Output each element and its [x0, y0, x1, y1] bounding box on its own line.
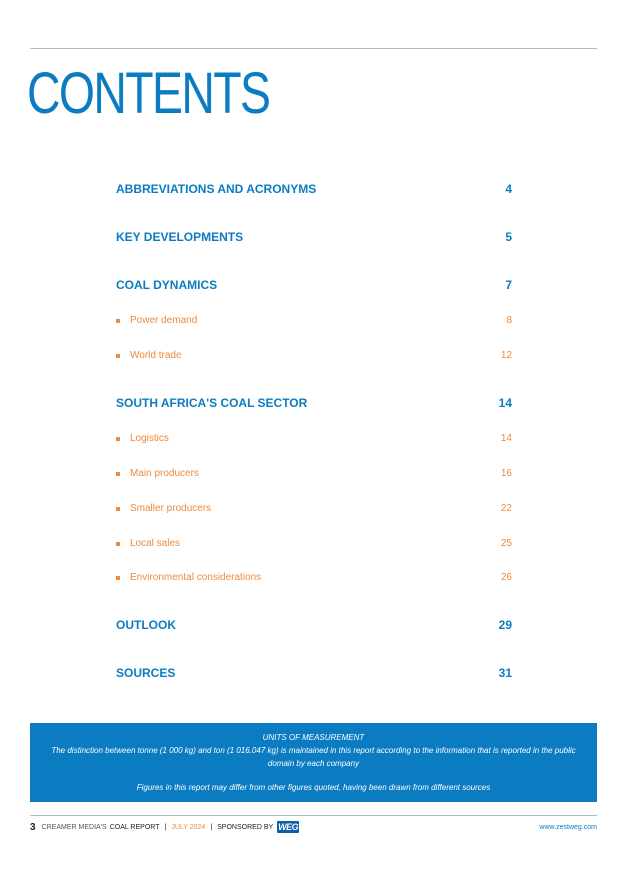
footer-sponsored-by: SPONSORED BY: [217, 823, 274, 831]
toc-section[interactable]: [116, 278, 512, 292]
page-footer: [30, 820, 597, 834]
weg-logo-icon: WEG: [278, 822, 299, 832]
toc-page-number: 25: [500, 538, 512, 549]
toc-page-number: 5: [505, 230, 512, 244]
toc-subsection[interactable]: [116, 350, 512, 361]
toc-section-label: ABBREVIATIONS AND ACRONYMS: [116, 182, 317, 196]
toc-section[interactable]: [116, 396, 512, 410]
footer-separator: |: [164, 823, 167, 831]
footer-date: JULY 2024: [171, 823, 206, 831]
toc-section-label: OUTLOOK: [116, 618, 176, 632]
toc-page-number: 14: [500, 433, 512, 444]
bullet-icon: [116, 576, 120, 580]
toc-page-number: 7: [505, 278, 512, 292]
bullet-icon: [116, 472, 120, 476]
toc-subsection-label: Logistics: [130, 433, 169, 444]
toc-page-number: 4: [505, 182, 512, 196]
bullet-icon: [116, 507, 120, 511]
toc-subsection-label: World trade: [130, 350, 182, 361]
units-text: The distinction between tonne (1 000 kg) and ton (1 016.047 kg) is maintained in this report according to the information that is reported in the public domain by each company: [51, 746, 576, 768]
toc-subsection[interactable]: [116, 315, 512, 326]
toc-page-number: 31: [498, 666, 512, 680]
toc-page-number: 29: [498, 618, 512, 632]
toc-subsection-label: Main producers: [130, 468, 199, 479]
footer-url-link[interactable]: www.zestweg.com: [539, 823, 597, 831]
footer-report-name: COAL REPORT: [109, 823, 160, 831]
toc-page-number: 16: [500, 468, 512, 479]
toc-section[interactable]: [116, 230, 512, 244]
toc-page-number: 14: [498, 396, 512, 410]
toc-subsection[interactable]: [116, 433, 512, 444]
toc-page-number: 12: [500, 350, 512, 361]
units-note: Figures in this report may differ from other figures quoted, having been drawn from different sources: [136, 783, 491, 792]
toc-subsection-label: Environmental considerations: [130, 572, 262, 583]
footer-divider: [30, 815, 597, 816]
toc-subsection[interactable]: [116, 538, 512, 549]
bullet-icon: [116, 437, 120, 441]
footer-publisher: CREAMER MEDIA'S: [41, 823, 107, 831]
toc-subsection-label: Smaller producers: [130, 503, 212, 514]
units-of-measurement-box: [30, 723, 597, 802]
bullet-icon: [116, 319, 120, 323]
footer-separator: |: [210, 823, 213, 831]
bullet-icon: [116, 542, 120, 546]
toc-section-label: SOURCES: [116, 666, 176, 680]
toc-page-number: 8: [506, 315, 512, 326]
toc-section-label: KEY DEVELOPMENTS: [116, 230, 244, 244]
toc-section[interactable]: [116, 666, 512, 680]
top-divider: [30, 48, 597, 49]
page-title: CONTENTS: [27, 61, 270, 126]
toc-subsection-label: Power demand: [130, 315, 198, 326]
bullet-icon: [116, 354, 120, 358]
toc-subsection-label: Local sales: [130, 538, 181, 549]
toc-section[interactable]: [116, 618, 512, 632]
footer-page-number: 3: [30, 821, 36, 833]
toc-subsection[interactable]: [116, 503, 512, 514]
toc-page-number: 26: [500, 572, 512, 583]
toc-subsection[interactable]: [116, 468, 512, 479]
toc-page-number: 22: [500, 503, 512, 514]
toc-subsection[interactable]: [116, 572, 512, 583]
toc-section[interactable]: [116, 182, 512, 196]
units-heading: UNITS OF MEASUREMENT: [262, 733, 365, 742]
toc-section-label: COAL DYNAMICS: [116, 278, 218, 292]
toc-section-label: SOUTH AFRICA'S COAL SECTOR: [116, 396, 308, 410]
